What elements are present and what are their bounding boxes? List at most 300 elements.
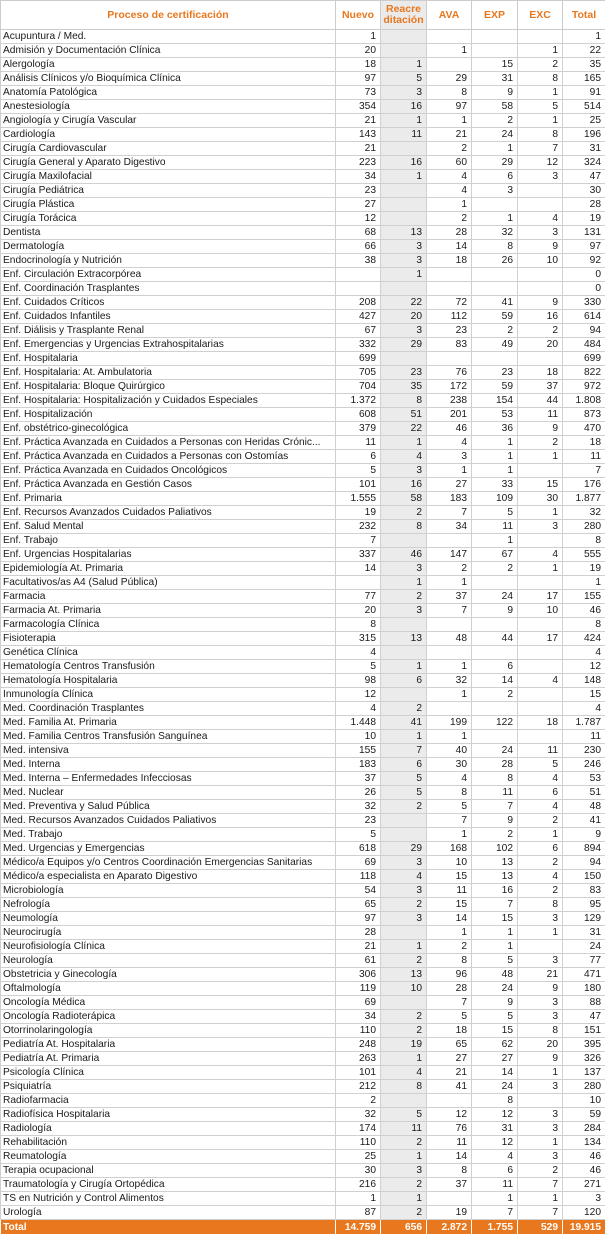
cell-reacreditacion: 2 <box>381 1024 427 1038</box>
cell-exc <box>518 30 563 44</box>
cell-ava: 83 <box>427 338 472 352</box>
cell-ava <box>427 58 472 72</box>
cell-nuevo: 98 <box>336 674 381 688</box>
cell-exc: 4 <box>518 800 563 814</box>
cell-exc <box>518 702 563 716</box>
cell-proceso: Farmacia <box>1 590 336 604</box>
cell-exc: 1 <box>518 450 563 464</box>
cell-reacreditacion: 2 <box>381 1206 427 1220</box>
cell-total: 514 <box>563 100 605 114</box>
cell-reacreditacion: 1 <box>381 576 427 590</box>
cell-ava <box>427 352 472 366</box>
cell-exc: 9 <box>518 296 563 310</box>
header-exp[interactable]: EXP <box>472 1 518 30</box>
cell-reacreditacion: 51 <box>381 408 427 422</box>
cell-proceso: Médico/a especialista en Aparato Digestivo <box>1 870 336 884</box>
cell-reacreditacion <box>381 828 427 842</box>
cell-reacreditacion: 1 <box>381 660 427 674</box>
cell-exp: 102 <box>472 842 518 856</box>
cell-exp: 14 <box>472 1066 518 1080</box>
cell-reacreditacion: 2 <box>381 954 427 968</box>
cell-exp: 12 <box>472 1136 518 1150</box>
cell-total: 150 <box>563 870 605 884</box>
cell-proceso: Análisis Clínicos y/o Bioquímica Clínica <box>1 72 336 86</box>
cell-total: 19 <box>563 562 605 576</box>
cell-exc: 9 <box>518 982 563 996</box>
cell-exc: 2 <box>518 58 563 72</box>
cell-ava: 1 <box>427 828 472 842</box>
cell-exc <box>518 198 563 212</box>
cell-proceso: Rehabilitación <box>1 1136 336 1150</box>
cell-ava <box>427 618 472 632</box>
cell-total: 471 <box>563 968 605 982</box>
cell-nuevo: 21 <box>336 114 381 128</box>
cell-nuevo: 143 <box>336 128 381 142</box>
cell-total: 873 <box>563 408 605 422</box>
cell-total: 31 <box>563 142 605 156</box>
cell-proceso: Cirugía Pediátrica <box>1 184 336 198</box>
cell-nuevo: 11 <box>336 436 381 450</box>
cell-reacreditacion: 3 <box>381 604 427 618</box>
cell-exp <box>472 730 518 744</box>
cell-exc: 37 <box>518 380 563 394</box>
cell-total: 95 <box>563 898 605 912</box>
cell-exp: 1 <box>472 212 518 226</box>
cell-ava: 5 <box>427 800 472 814</box>
cell-reacreditacion: 4 <box>381 870 427 884</box>
cell-exc: 2 <box>518 436 563 450</box>
cell-ava: 172 <box>427 380 472 394</box>
cell-exp: 49 <box>472 338 518 352</box>
cell-exp: 24 <box>472 128 518 142</box>
total-row <box>1 1220 605 1235</box>
table-row <box>1 828 605 842</box>
cell-exp: 59 <box>472 310 518 324</box>
total-total: 19.915 <box>563 1220 605 1235</box>
table-row <box>1 338 605 352</box>
cell-ava: 4 <box>427 436 472 450</box>
cell-proceso: Cirugía Cardiovascular <box>1 142 336 156</box>
cell-total: 1 <box>563 30 605 44</box>
cell-ava: 4 <box>427 184 472 198</box>
cell-ava: 27 <box>427 478 472 492</box>
cell-total: 699 <box>563 352 605 366</box>
cell-proceso: Enf. Hospitalaria: At. Ambulatoria <box>1 366 336 380</box>
header-ava[interactable]: AVA <box>427 1 472 30</box>
cell-exc: 6 <box>518 786 563 800</box>
cell-proceso: Med. Familia Centros Transfusión Sanguínea <box>1 730 336 744</box>
cell-total: 48 <box>563 800 605 814</box>
cell-exp <box>472 30 518 44</box>
cell-total: 137 <box>563 1066 605 1080</box>
header-proceso[interactable]: Proceso de certificación <box>1 1 336 30</box>
cell-reacreditacion <box>381 534 427 548</box>
cell-exc: 44 <box>518 394 563 408</box>
table-row <box>1 842 605 856</box>
cell-reacreditacion: 58 <box>381 492 427 506</box>
cell-total: 25 <box>563 114 605 128</box>
cell-nuevo: 5 <box>336 660 381 674</box>
cell-reacreditacion: 2 <box>381 898 427 912</box>
table-row <box>1 814 605 828</box>
cell-nuevo: 26 <box>336 786 381 800</box>
cell-total: 134 <box>563 1136 605 1150</box>
cell-total: 46 <box>563 1150 605 1164</box>
cell-exc: 17 <box>518 632 563 646</box>
cell-nuevo: 427 <box>336 310 381 324</box>
cell-ava: 4 <box>427 170 472 184</box>
cell-proceso: Oftalmología <box>1 982 336 996</box>
cell-total: 424 <box>563 632 605 646</box>
cell-exp <box>472 268 518 282</box>
cell-proceso: TS en Nutrición y Control Alimentos <box>1 1192 336 1206</box>
cell-exc: 8 <box>518 898 563 912</box>
cell-exc: 10 <box>518 604 563 618</box>
table-row <box>1 954 605 968</box>
table-row <box>1 870 605 884</box>
cell-ava: 147 <box>427 548 472 562</box>
cell-exc: 3 <box>518 170 563 184</box>
table-row <box>1 268 605 282</box>
cell-exc <box>518 618 563 632</box>
cell-reacreditacion: 3 <box>381 464 427 478</box>
cell-total: 9 <box>563 828 605 842</box>
cell-ava: 7 <box>427 506 472 520</box>
cell-exc <box>518 688 563 702</box>
cell-exp: 1 <box>472 436 518 450</box>
cell-ava: 183 <box>427 492 472 506</box>
table-row <box>1 1010 605 1024</box>
cell-reacreditacion <box>381 926 427 940</box>
cell-exc: 11 <box>518 408 563 422</box>
cell-total: 47 <box>563 1010 605 1024</box>
cell-nuevo: 223 <box>336 156 381 170</box>
cell-ava: 37 <box>427 1178 472 1192</box>
cell-total: 230 <box>563 744 605 758</box>
cell-ava: 8 <box>427 1164 472 1178</box>
cell-total: 83 <box>563 884 605 898</box>
cell-proceso: Enf. Circulación Extracorpórea <box>1 268 336 282</box>
table-row <box>1 996 605 1010</box>
cell-exp <box>472 198 518 212</box>
table-body <box>1 30 605 1220</box>
cell-reacreditacion: 29 <box>381 842 427 856</box>
cell-proceso: Enf. Primaria <box>1 492 336 506</box>
cell-reacreditacion <box>381 282 427 296</box>
header-total[interactable]: Total <box>563 1 605 30</box>
cell-reacreditacion: 2 <box>381 506 427 520</box>
cell-exp: 1 <box>472 450 518 464</box>
cell-exc: 7 <box>518 1178 563 1192</box>
cell-exc: 4 <box>518 212 563 226</box>
cell-proceso: Traumatología y Cirugía Ortopédica <box>1 1178 336 1192</box>
cell-proceso: Enf. Diálisis y Trasplante Renal <box>1 324 336 338</box>
cell-ava: 60 <box>427 156 472 170</box>
cell-reacreditacion: 13 <box>381 632 427 646</box>
cell-exc: 2 <box>518 814 563 828</box>
cell-ava: 3 <box>427 450 472 464</box>
cell-proceso: Hematología Centros Transfusión <box>1 660 336 674</box>
cell-nuevo <box>336 268 381 282</box>
cell-total: 614 <box>563 310 605 324</box>
cell-nuevo: 216 <box>336 1178 381 1192</box>
cell-exc: 8 <box>518 1024 563 1038</box>
cell-total: 97 <box>563 240 605 254</box>
header-nuevo[interactable]: Nuevo <box>336 1 381 30</box>
cell-exp: 62 <box>472 1038 518 1052</box>
table-row <box>1 926 605 940</box>
cell-ava: 11 <box>427 1136 472 1150</box>
cell-exc <box>518 534 563 548</box>
table-row <box>1 702 605 716</box>
cell-ava: 18 <box>427 254 472 268</box>
cell-ava: 11 <box>427 884 472 898</box>
cell-total: 972 <box>563 380 605 394</box>
cell-reacreditacion: 1 <box>381 940 427 954</box>
cell-ava: 4 <box>427 772 472 786</box>
cell-proceso: Enf. Práctica Avanzada en Gestión Casos <box>1 478 336 492</box>
cell-nuevo: 705 <box>336 366 381 380</box>
cell-total: 1.787 <box>563 716 605 730</box>
cell-reacreditacion: 3 <box>381 240 427 254</box>
table-row <box>1 492 605 506</box>
cell-nuevo: 21 <box>336 142 381 156</box>
cell-ava: 76 <box>427 366 472 380</box>
cell-total: 12 <box>563 660 605 674</box>
table-row <box>1 1052 605 1066</box>
cell-total: 51 <box>563 786 605 800</box>
cell-nuevo: 704 <box>336 380 381 394</box>
cell-nuevo: 68 <box>336 226 381 240</box>
cell-proceso: Obstetricia y Ginecología <box>1 968 336 982</box>
cell-proceso: Inmunología Clínica <box>1 688 336 702</box>
cell-proceso: Angiología y Cirugía Vascular <box>1 114 336 128</box>
table-row <box>1 1192 605 1206</box>
cell-ava: 1 <box>427 730 472 744</box>
cell-total: 120 <box>563 1206 605 1220</box>
header-exc[interactable]: EXC <box>518 1 563 30</box>
cell-total: 155 <box>563 590 605 604</box>
cell-ava: 2 <box>427 940 472 954</box>
cell-nuevo: 34 <box>336 1010 381 1024</box>
header-reacreditacion[interactable]: Reacre ditación <box>381 1 427 30</box>
cell-exp: 26 <box>472 254 518 268</box>
cell-exp: 36 <box>472 422 518 436</box>
cell-nuevo: 27 <box>336 198 381 212</box>
cell-proceso: Microbiología <box>1 884 336 898</box>
table-row <box>1 380 605 394</box>
table-row <box>1 114 605 128</box>
table-row <box>1 716 605 730</box>
cell-nuevo: 1.555 <box>336 492 381 506</box>
cell-ava: 2 <box>427 142 472 156</box>
cell-proceso: Endocrinología y Nutrición <box>1 254 336 268</box>
cell-nuevo: 69 <box>336 856 381 870</box>
table-row <box>1 296 605 310</box>
cell-exc: 7 <box>518 142 563 156</box>
cell-proceso: Enf. Hospitalización <box>1 408 336 422</box>
cell-nuevo: 5 <box>336 828 381 842</box>
cell-ava: 76 <box>427 1122 472 1136</box>
cell-exp: 13 <box>472 870 518 884</box>
cell-reacreditacion <box>381 184 427 198</box>
cell-reacreditacion: 2 <box>381 1136 427 1150</box>
cell-total: 0 <box>563 268 605 282</box>
table-row <box>1 212 605 226</box>
cell-exp: 7 <box>472 800 518 814</box>
cell-exp: 24 <box>472 982 518 996</box>
cell-nuevo: 8 <box>336 618 381 632</box>
table-row <box>1 226 605 240</box>
cell-exp <box>472 646 518 660</box>
cell-nuevo: 97 <box>336 912 381 926</box>
cell-ava: 8 <box>427 954 472 968</box>
cell-exp: 11 <box>472 520 518 534</box>
cell-total: 35 <box>563 58 605 72</box>
cell-proceso: Med. Interna <box>1 758 336 772</box>
cell-total: 46 <box>563 1164 605 1178</box>
cell-nuevo: 97 <box>336 72 381 86</box>
cell-proceso: Dentista <box>1 226 336 240</box>
cell-total: 47 <box>563 170 605 184</box>
table-row <box>1 310 605 324</box>
cell-exc: 1 <box>518 1136 563 1150</box>
cell-exc: 7 <box>518 1206 563 1220</box>
cell-exc <box>518 464 563 478</box>
cell-proceso: Enf. Hospitalaria: Bloque Quirúrgico <box>1 380 336 394</box>
cell-nuevo: 69 <box>336 996 381 1010</box>
cell-nuevo: 77 <box>336 590 381 604</box>
cell-nuevo <box>336 282 381 296</box>
cell-exc: 3 <box>518 954 563 968</box>
cell-exc: 4 <box>518 772 563 786</box>
table-row <box>1 58 605 72</box>
cell-nuevo: 379 <box>336 422 381 436</box>
table-row <box>1 982 605 996</box>
cell-reacreditacion: 5 <box>381 772 427 786</box>
cell-exc: 1 <box>518 1192 563 1206</box>
cell-nuevo: 306 <box>336 968 381 982</box>
cell-ava: 1 <box>427 688 472 702</box>
cell-ava: 32 <box>427 674 472 688</box>
cell-ava: 7 <box>427 604 472 618</box>
cell-reacreditacion: 1 <box>381 730 427 744</box>
cell-exc <box>518 268 563 282</box>
cell-total: 53 <box>563 772 605 786</box>
cell-total: 131 <box>563 226 605 240</box>
table-row <box>1 1122 605 1136</box>
cell-total: 18 <box>563 436 605 450</box>
cell-exp: 7 <box>472 1206 518 1220</box>
cell-total: 92 <box>563 254 605 268</box>
cell-nuevo: 32 <box>336 800 381 814</box>
cell-exp: 11 <box>472 1178 518 1192</box>
cell-nuevo: 25 <box>336 1150 381 1164</box>
cell-proceso: Med. Preventiva y Salud Pública <box>1 800 336 814</box>
cell-proceso: Cirugía General y Aparato Digestivo <box>1 156 336 170</box>
cell-ava <box>427 1094 472 1108</box>
cell-proceso: Anatomía Patológica <box>1 86 336 100</box>
cell-proceso: Enf. obstétrico-ginecológica <box>1 422 336 436</box>
cell-exc: 21 <box>518 968 563 982</box>
cell-total: 1.808 <box>563 394 605 408</box>
cell-proceso: Med. Trabajo <box>1 828 336 842</box>
cell-nuevo: 1 <box>336 30 381 44</box>
cell-proceso: Cardiología <box>1 128 336 142</box>
cell-total: 470 <box>563 422 605 436</box>
table-row <box>1 884 605 898</box>
cell-ava: 1 <box>427 660 472 674</box>
cell-total: 11 <box>563 450 605 464</box>
cell-nuevo: 65 <box>336 898 381 912</box>
cell-total: 180 <box>563 982 605 996</box>
cell-nuevo: 212 <box>336 1080 381 1094</box>
cell-reacreditacion: 2 <box>381 590 427 604</box>
cell-reacreditacion <box>381 352 427 366</box>
cell-total: 330 <box>563 296 605 310</box>
cell-proceso: Med. Urgencias y Emergencias <box>1 842 336 856</box>
cell-exp: 27 <box>472 1052 518 1066</box>
table-row <box>1 478 605 492</box>
cell-nuevo: 30 <box>336 1164 381 1178</box>
cell-exp: 8 <box>472 772 518 786</box>
table-row <box>1 618 605 632</box>
cell-exp: 31 <box>472 72 518 86</box>
cell-ava <box>427 30 472 44</box>
cell-ava <box>427 268 472 282</box>
cell-exp: 8 <box>472 1094 518 1108</box>
cell-exc: 20 <box>518 338 563 352</box>
table-row <box>1 744 605 758</box>
cell-reacreditacion: 2 <box>381 800 427 814</box>
cell-exp: 67 <box>472 548 518 562</box>
cell-exc: 20 <box>518 1038 563 1052</box>
cell-ava: 29 <box>427 72 472 86</box>
cell-exc: 1 <box>518 44 563 58</box>
cell-exp: 5 <box>472 506 518 520</box>
table-row <box>1 1206 605 1220</box>
cell-total: 1.877 <box>563 492 605 506</box>
cell-exp: 32 <box>472 226 518 240</box>
cell-exc: 16 <box>518 310 563 324</box>
cell-exp: 5 <box>472 954 518 968</box>
cell-exp <box>472 352 518 366</box>
cell-reacreditacion <box>381 814 427 828</box>
cell-reacreditacion: 46 <box>381 548 427 562</box>
cell-total: 15 <box>563 688 605 702</box>
cell-proceso: Nefrología <box>1 898 336 912</box>
cell-ava: 168 <box>427 842 472 856</box>
cell-exp: 1 <box>472 534 518 548</box>
cell-reacreditacion: 6 <box>381 674 427 688</box>
cell-reacreditacion: 1 <box>381 170 427 184</box>
table-row <box>1 1080 605 1094</box>
cell-proceso: Radiofarmacia <box>1 1094 336 1108</box>
cell-total: 46 <box>563 604 605 618</box>
table-row <box>1 940 605 954</box>
cell-ava: 18 <box>427 1024 472 1038</box>
cell-total: 324 <box>563 156 605 170</box>
cell-proceso: Neumología <box>1 912 336 926</box>
cell-exp: 6 <box>472 1164 518 1178</box>
cell-total: 326 <box>563 1052 605 1066</box>
cell-proceso: Psiquiatría <box>1 1080 336 1094</box>
cell-proceso: Pediatría At. Hospitalaria <box>1 1038 336 1052</box>
table-row <box>1 254 605 268</box>
cell-total: 151 <box>563 1024 605 1038</box>
cell-nuevo: 14 <box>336 562 381 576</box>
cell-proceso: Urología <box>1 1206 336 1220</box>
